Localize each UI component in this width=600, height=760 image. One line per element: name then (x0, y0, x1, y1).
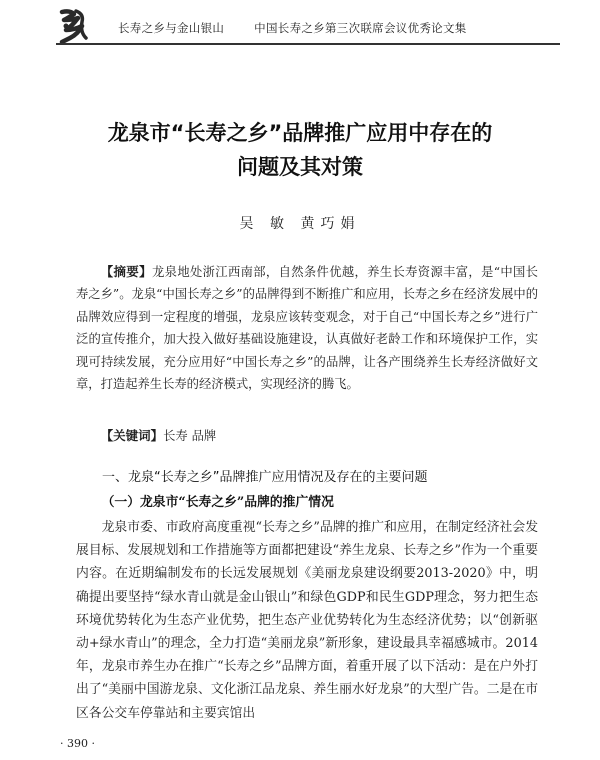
book-title-right: 中国长寿之乡第三次联席会议优秀论文集 (254, 21, 467, 35)
abstract (76, 261, 538, 395)
title-line-1: 龙泉市“长寿之乡”品牌推广应用中存在的 (107, 121, 493, 145)
header-rule (56, 43, 560, 45)
page-number: · 390 · (60, 737, 95, 750)
section-heading: 一、龙泉“长寿之乡”品牌推广应用情况及存在的主要问题 (102, 470, 428, 485)
keywords-label: 【关键词】 (100, 428, 164, 443)
authors: 吴 敏 黄巧娟 (239, 216, 361, 232)
keywords (76, 425, 538, 447)
title-line-2: 问题及其对策 (237, 155, 363, 179)
keywords-text: 长寿 品牌 (163, 429, 217, 443)
abstract-label: 【摘要】 (100, 264, 153, 279)
abstract-text: 龙泉地处浙江西南部，自然条件优越，养生长寿资源丰富，是“中国长寿之乡”。龙泉“中国长寿之乡”的品牌得到不断推广和应用，长寿之乡在经济发展中的品牌效应得到一定程度的增强，龙泉应该转变观念，对于自己“中国长寿之乡”进行广泛的宣传推介，加大投入做好基础设施建设，认真做好老龄工作和环境保护工作，实现可持续发展，充分应用好“中国长寿之乡”的品牌，让各产围绕养生长寿经济做好文章，打造起养生长寿的经济模式，实现经济的腾飞。 (76, 265, 538, 392)
subsection-heading: （一）龙泉市“长寿之乡”品牌的推广情况 (101, 495, 334, 510)
body-paragraph: 龙泉市委、市政府高度重视“长寿之乡”品牌的推广和应用，在制定经济社会发展目标、发展规划和工作措施等方面都把建设“养生龙泉、长寿之乡”作为一个重要内容。在近期编制发布的长远发展规划《美丽龙泉建设纲要2013-2020》中，明确提出要坚持“绿水青山就是金山银山”和绿色GDP和民生GDP理念，努力把生态环境优势转化为生态产业优势，把生态产业优势转化为生态经济优势；以“创新驱动+绿水青山”的理念，全力打造“美丽龙泉”新形象，建设最具幸福感城市。2014年，龙泉市养生办在推广“长寿之乡”品牌方面，着重开展了以下活动：是在户外打出了“美丽中国游龙泉、文化浙江品龙泉、养生丽水好龙泉”的大型广告。二是在市区各公交车停靠站和主要宾馆出 (76, 520, 538, 721)
calligraphy-logo-icon (56, 8, 90, 44)
article-title (60, 116, 540, 184)
running-header (118, 20, 560, 36)
book-title-left: 长寿之乡与金山银山 (118, 21, 225, 35)
